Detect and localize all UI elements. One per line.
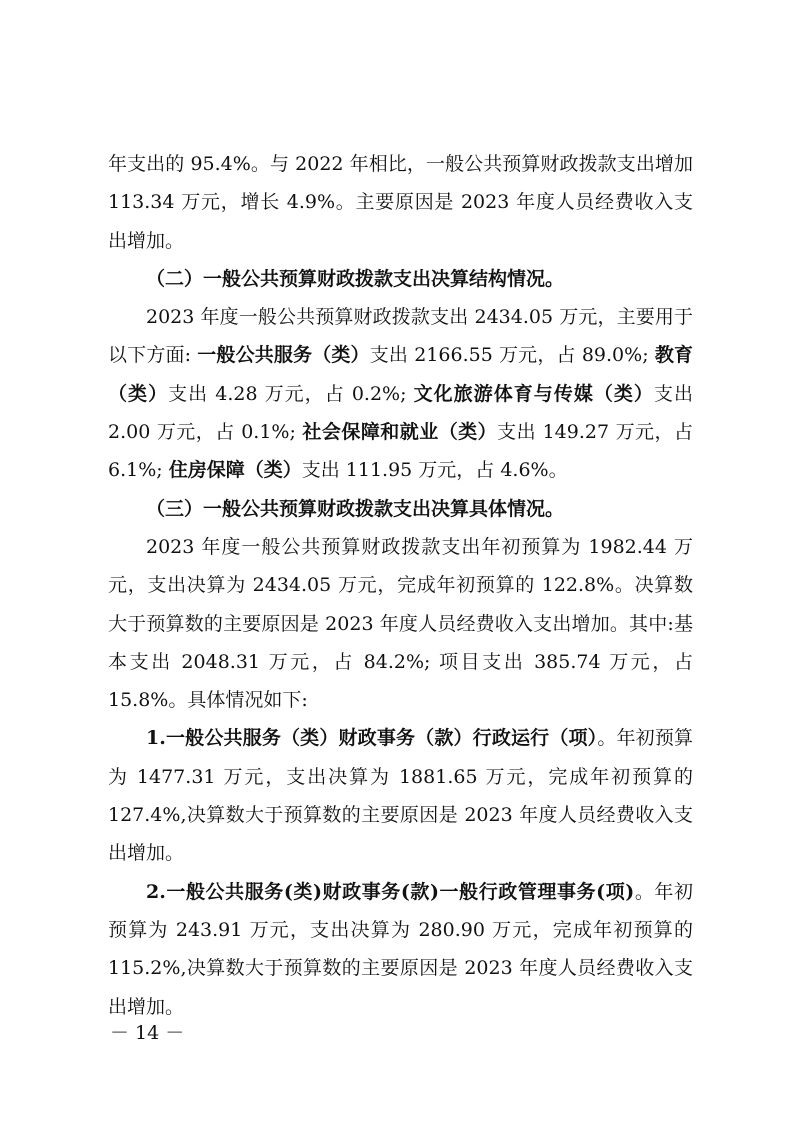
paragraph-3: 2023 年度一般公共预算财政拨款支出年初预算为 1982.44 万元，支出决算为 2434.05 万元，完成年初预算的 122.8%。决算数大于预算数的主要原因是 2023 年度人员经费收入支出增加。其中:基本支出 2048.31 万元，占 84.2%; 项目支出 385.74 万元，占 15.8%。具体情况如下: (108, 535, 693, 712)
paragraph-2 (108, 298, 693, 489)
category-culture-tourism-sports-media: 文化旅游体育与传媒（类） (413, 382, 654, 405)
category-social-security: 社会保障和就业（类） (302, 421, 498, 444)
category-2-text: 支出 4.28 万元，占 0.2%; (168, 382, 414, 405)
item-2 (108, 873, 693, 1026)
item-2-title: 2.一般公共服务(类)财政事务(款)一般行政管理事务(项) (146, 880, 635, 903)
category-4-text: 支出 149.27 万元，占 6.1%; (108, 421, 693, 482)
category-1-text: 支出 2166.55 万元，占 89.0%; (369, 344, 655, 367)
document-body (108, 145, 693, 1026)
page-number: － 14 － (110, 1022, 185, 1044)
category-general-public-services: 一般公共服务（类） (197, 344, 370, 367)
item-2-text: 。年初预算为 243.91 万元，支出决算为 280.90 万元，完成年初预算的 115.2%,决算数大于预算数的主要原因是 2023 年度人员经费收入支出增加。 (108, 880, 693, 1018)
section-heading-2: （二）一般公共预算财政拨款支出决算结构情况。 (146, 267, 565, 290)
category-housing: 住房保障（类） (168, 459, 302, 482)
paragraph-1: 年支出的 95.4%。与 2022 年相比，一般公共预算财政拨款支出增加 113.34 万元，增长 4.9%。主要原因是 2023 年度人员经费收入支出增加。 (108, 153, 693, 252)
item-1-title: 1.一般公共服务（类）财政事务（款）行政运行（项） (146, 727, 598, 750)
category-education: 教育（类） (108, 344, 693, 405)
item-1-text: 。年初预算为 1477.31 万元，支出决算为 1881.65 万元，完成年初预算的 127.4%,决算数大于预算数的主要原因是 2023 年度人员经费收入支出增加。 (108, 727, 693, 865)
section-heading-3: （三）一般公共预算财政拨款支出决算具体情况。 (146, 497, 565, 520)
item-1 (108, 719, 693, 872)
paragraph-2-intro: 2023 年度一般公共预算财政拨款支出 2434.05 万元，主要用于以下方面: (108, 306, 693, 367)
category-5-text: 支出 111.95 万元，占 4.6%。 (301, 459, 568, 482)
category-3-text: 支出 2.00 万元，占 0.1%; (108, 382, 693, 444)
